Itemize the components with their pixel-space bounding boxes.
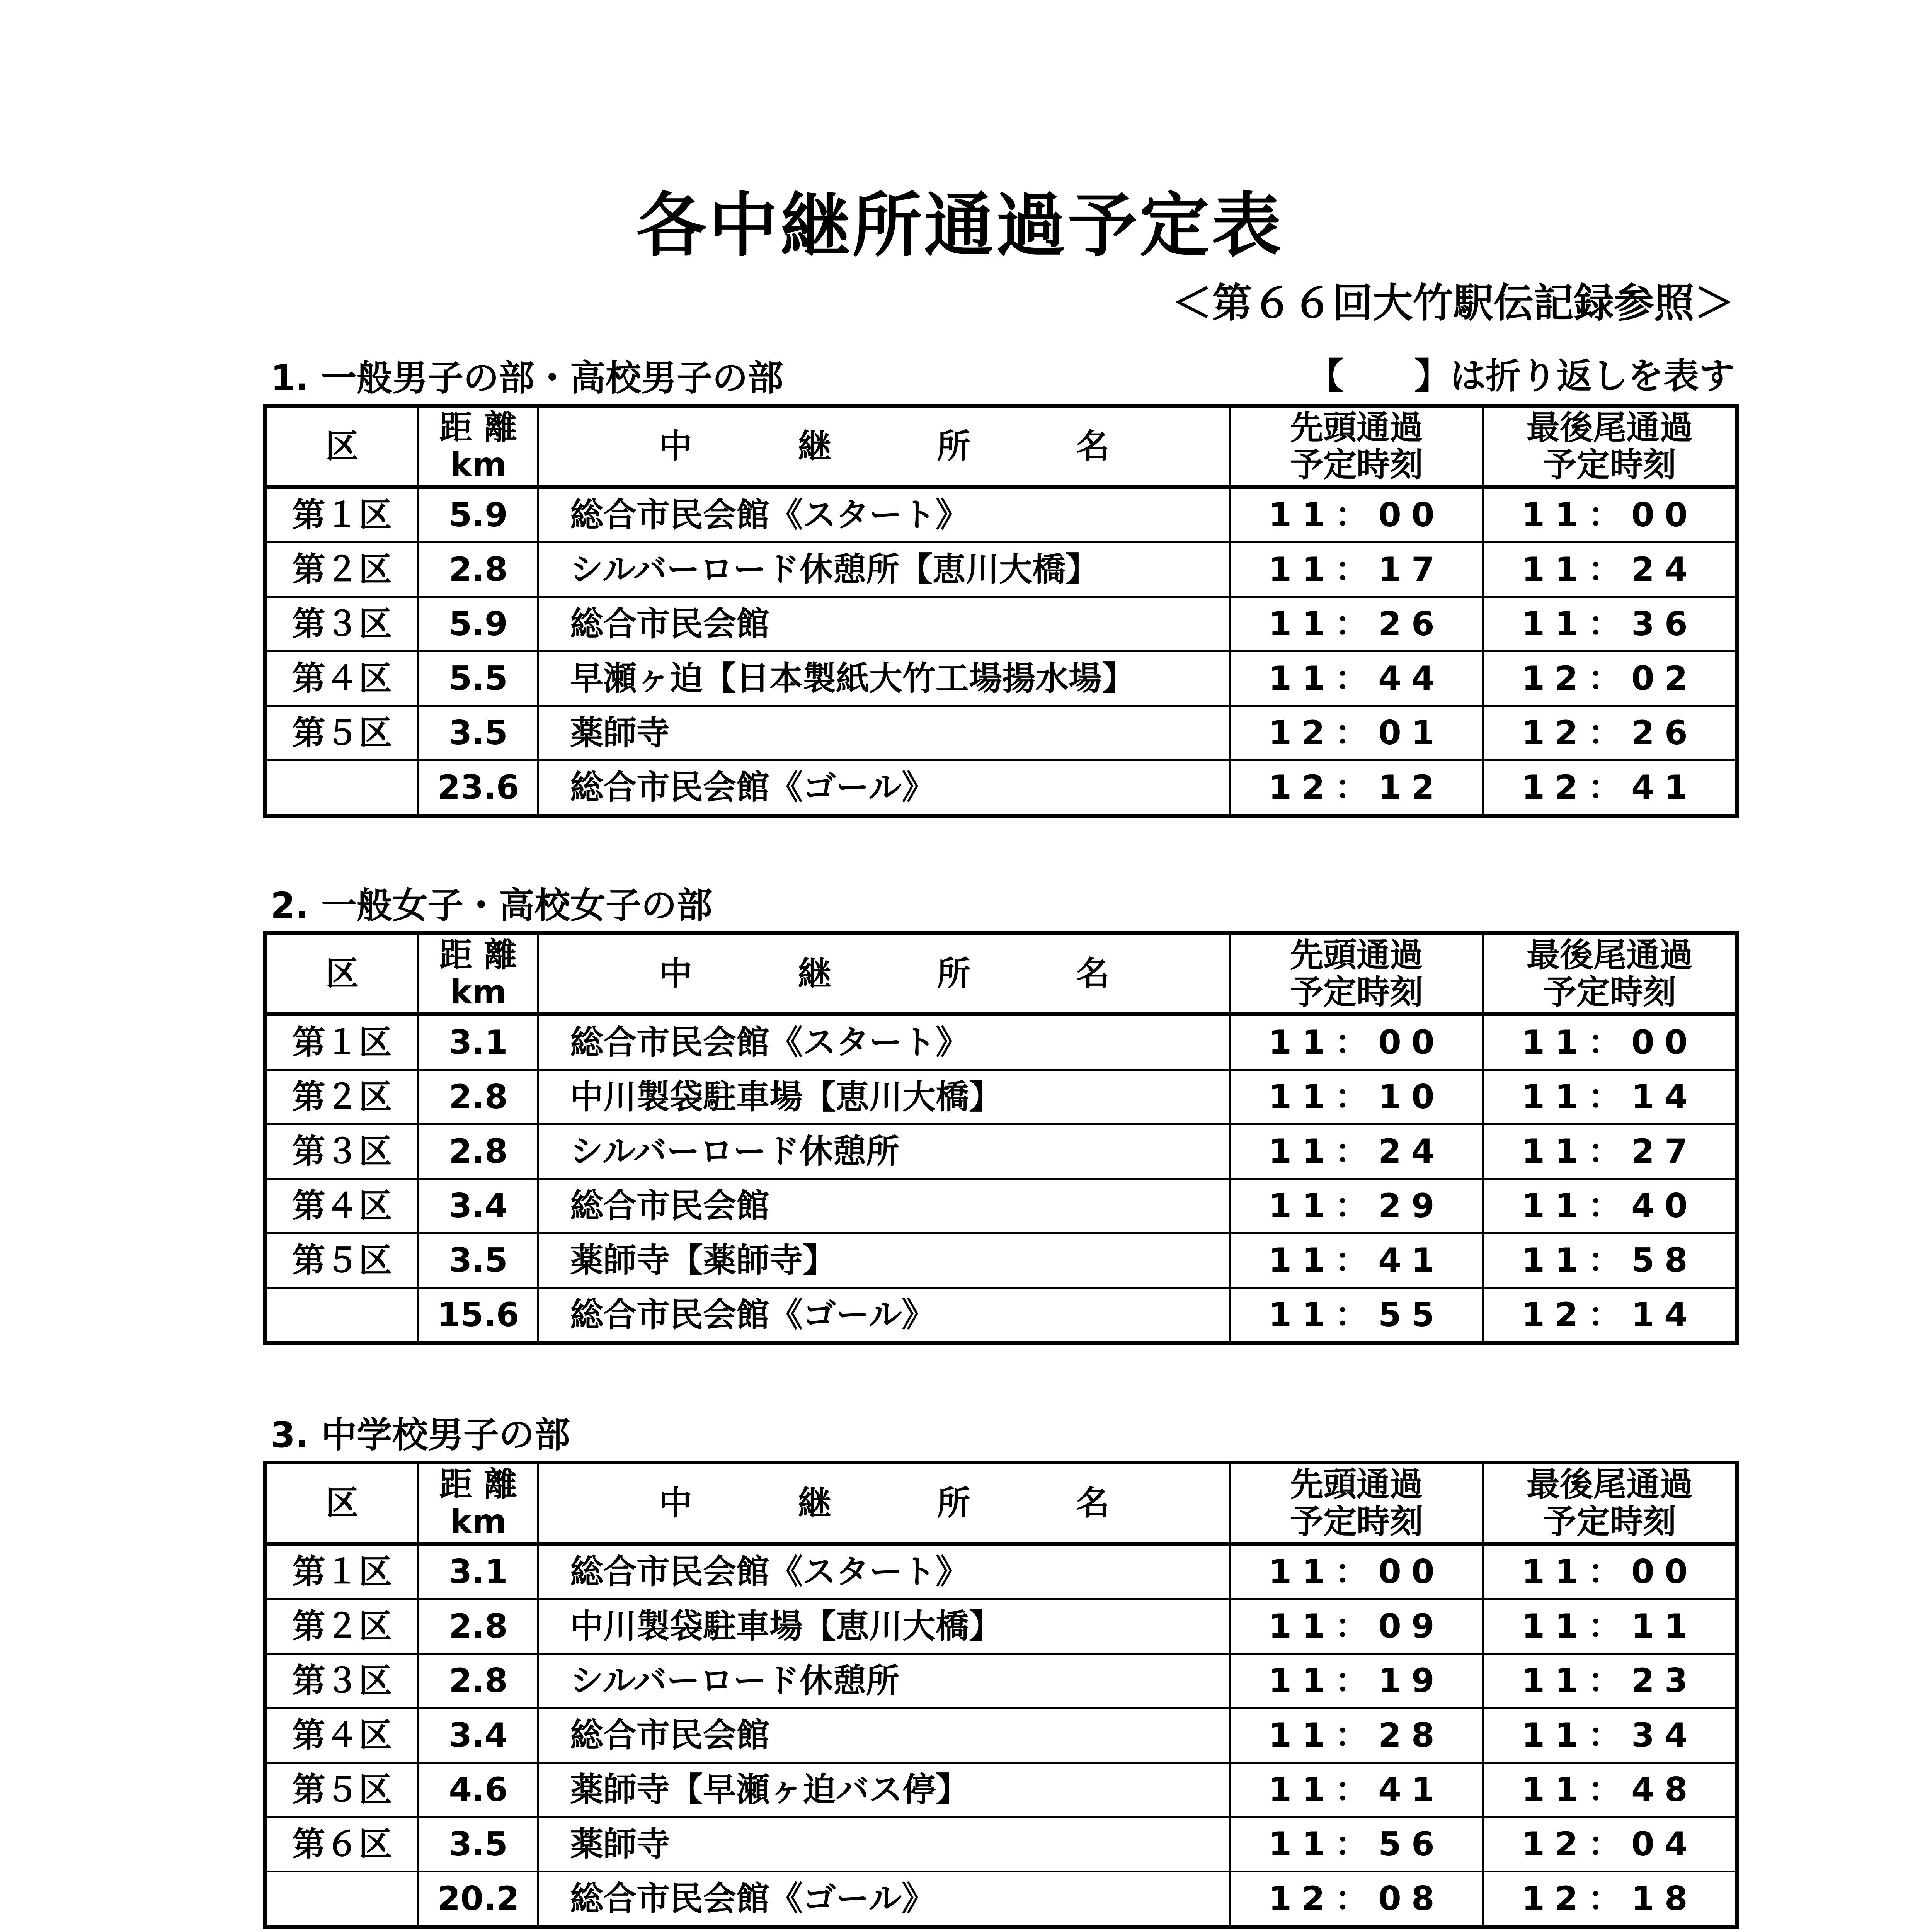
cell-lead: 12：01 xyxy=(1230,706,1483,760)
cell-lead: 11：10 xyxy=(1230,1070,1483,1124)
table-row xyxy=(265,1233,1737,1288)
cell-last: 11：40 xyxy=(1483,1179,1738,1233)
cell-km: 5.9 xyxy=(419,597,538,651)
cell-lead: 11：00 xyxy=(1230,1014,1483,1070)
table-row xyxy=(265,1817,1737,1872)
cell-last: 12：04 xyxy=(1483,1817,1738,1872)
cell-km: 2.8 xyxy=(419,1070,538,1124)
cell-name: 総合市民会館《ゴール》 xyxy=(538,1288,1230,1344)
cell-lead: 11：44 xyxy=(1230,651,1483,706)
cell-lead: 11：09 xyxy=(1230,1599,1483,1654)
cell-km: 3.1 xyxy=(419,1544,538,1599)
table-row xyxy=(265,1014,1737,1070)
cell-ku: 第１区 xyxy=(265,1544,419,1599)
cell-lead: 11：24 xyxy=(1230,1124,1483,1179)
cell-last: 12：18 xyxy=(1483,1872,1738,1927)
cell-lead: 12：08 xyxy=(1230,1872,1483,1927)
cell-name: シルバーロード休憩所 xyxy=(538,1654,1230,1708)
table-row xyxy=(265,543,1737,597)
table-row xyxy=(265,1708,1737,1763)
header-lead-time: 先頭通過 予定時刻 xyxy=(1230,933,1483,1014)
cell-km: 3.4 xyxy=(419,1179,538,1233)
table-row xyxy=(265,1070,1737,1124)
cell-ku: 第３区 xyxy=(265,1124,419,1179)
header-distance: 距 離 km xyxy=(419,406,538,487)
cell-ku: 第２区 xyxy=(265,1070,419,1124)
cell-lead: 11：19 xyxy=(1230,1654,1483,1708)
cell-last: 12：02 xyxy=(1483,651,1738,706)
cell-last: 11：36 xyxy=(1483,597,1738,651)
cell-name: 中川製袋駐車場【恵川大橋】 xyxy=(538,1070,1230,1124)
table-row-total xyxy=(265,1288,1737,1344)
cell-last: 12：26 xyxy=(1483,706,1738,760)
header-lead-time: 先頭通過 予定時刻 xyxy=(1230,1463,1483,1544)
cell-km: 5.5 xyxy=(419,651,538,706)
header-relay-name: 中 継 所 名 xyxy=(538,406,1230,487)
table-row xyxy=(265,1124,1737,1179)
cell-km: 5.9 xyxy=(419,487,538,543)
table-header-row xyxy=(265,406,1737,487)
cell-name: シルバーロード休憩所【恵川大橋】 xyxy=(538,543,1230,597)
table-row xyxy=(265,1544,1737,1599)
turnaround-note: 【 】は折り返しを表す xyxy=(1307,355,1734,397)
cell-lead: 11：41 xyxy=(1230,1233,1483,1288)
cell-lead: 12：12 xyxy=(1230,760,1483,816)
header-last-time: 最後尾通過 予定時刻 xyxy=(1483,933,1738,1014)
cell-name: 総合市民会館《スタート》 xyxy=(538,1544,1230,1599)
cell-last: 11：34 xyxy=(1483,1708,1738,1763)
cell-ku: 第１区 xyxy=(265,487,419,543)
section-heading: 1. 一般男子の部・高校男子の部 xyxy=(271,357,783,399)
cell-name: 総合市民会館《ゴール》 xyxy=(538,1872,1230,1927)
reference-note: ＜第６６回大竹駅伝記録参照＞ xyxy=(1171,279,1734,327)
table-row xyxy=(265,1763,1737,1817)
header-last-time: 最後尾通過 予定時刻 xyxy=(1483,1463,1738,1544)
cell-name: シルバーロード休憩所 xyxy=(538,1124,1230,1179)
header-ku: 区 xyxy=(265,933,419,1014)
cell-km: 2.8 xyxy=(419,1124,538,1179)
cell-lead: 11：00 xyxy=(1230,487,1483,543)
header-ku: 区 xyxy=(265,1463,419,1544)
cell-lead: 11：26 xyxy=(1230,597,1483,651)
header-distance: 距 離 km xyxy=(419,933,538,1014)
cell-lead: 11：55 xyxy=(1230,1288,1483,1344)
table-row xyxy=(265,651,1737,706)
table-row xyxy=(265,706,1737,760)
cell-name: 総合市民会館 xyxy=(538,597,1230,651)
table-row xyxy=(265,1179,1737,1233)
header-last-time: 最後尾通過 予定時刻 xyxy=(1483,406,1738,487)
cell-ku: 第６区 xyxy=(265,1817,419,1872)
cell-km: 3.5 xyxy=(419,706,538,760)
cell-ku: 第２区 xyxy=(265,543,419,597)
cell-lead: 11：56 xyxy=(1230,1817,1483,1872)
cell-km: 15.6 xyxy=(419,1288,538,1344)
cell-name: 薬師寺 xyxy=(538,1817,1230,1872)
cell-ku xyxy=(265,760,419,816)
cell-ku: 第４区 xyxy=(265,1708,419,1763)
table-row xyxy=(265,1654,1737,1708)
cell-name: 早瀬ヶ迫【日本製紙大竹工場揚水場】 xyxy=(538,651,1230,706)
cell-name: 総合市民会館 xyxy=(538,1708,1230,1763)
cell-km: 3.1 xyxy=(419,1014,538,1070)
header-relay-name: 中 継 所 名 xyxy=(538,933,1230,1014)
cell-name: 中川製袋駐車場【恵川大橋】 xyxy=(538,1599,1230,1654)
cell-name: 総合市民会館《スタート》 xyxy=(538,1014,1230,1070)
cell-last: 11：23 xyxy=(1483,1654,1738,1708)
cell-last: 11：11 xyxy=(1483,1599,1738,1654)
cell-km: 23.6 xyxy=(419,760,538,816)
cell-name: 薬師寺【早瀬ヶ迫バス停】 xyxy=(538,1763,1230,1817)
header-distance: 距 離 km xyxy=(419,1463,538,1544)
cell-km: 3.5 xyxy=(419,1817,538,1872)
cell-ku xyxy=(265,1288,419,1344)
header-relay-name: 中 継 所 名 xyxy=(538,1463,1230,1544)
section-heading: 3. 中学校男子の部 xyxy=(271,1414,570,1456)
cell-km: 2.8 xyxy=(419,543,538,597)
cell-name: 薬師寺 xyxy=(538,706,1230,760)
cell-ku: 第２区 xyxy=(265,1599,419,1654)
cell-km: 2.8 xyxy=(419,1599,538,1654)
cell-ku: 第５区 xyxy=(265,1233,419,1288)
cell-name: 総合市民会館《ゴール》 xyxy=(538,760,1230,816)
table-row-total xyxy=(265,760,1737,816)
cell-lead: 11：41 xyxy=(1230,1763,1483,1817)
cell-last: 11：58 xyxy=(1483,1233,1738,1288)
cell-km: 3.5 xyxy=(419,1233,538,1288)
relay-table xyxy=(263,1461,1739,1929)
cell-last: 11：24 xyxy=(1483,543,1738,597)
cell-lead: 11：29 xyxy=(1230,1179,1483,1233)
cell-last: 11：14 xyxy=(1483,1070,1738,1124)
section-heading: 2. 一般女子・高校女子の部 xyxy=(271,885,712,926)
table-header-row xyxy=(265,1463,1737,1544)
cell-lead: 11：28 xyxy=(1230,1708,1483,1763)
cell-lead: 11：00 xyxy=(1230,1544,1483,1599)
cell-last: 12：41 xyxy=(1483,760,1738,816)
table-row xyxy=(265,487,1737,543)
cell-ku: 第４区 xyxy=(265,1179,419,1233)
page-title: 各中継所通過予定表 xyxy=(636,185,1283,266)
cell-km: 4.6 xyxy=(419,1763,538,1817)
cell-ku: 第３区 xyxy=(265,597,419,651)
cell-last: 12：14 xyxy=(1483,1288,1738,1344)
cell-km: 20.2 xyxy=(419,1872,538,1927)
table-row-total xyxy=(265,1872,1737,1927)
cell-ku: 第５区 xyxy=(265,706,419,760)
cell-last: 11：00 xyxy=(1483,1014,1738,1070)
table-row xyxy=(265,1599,1737,1654)
relay-table xyxy=(263,931,1739,1345)
cell-ku xyxy=(265,1872,419,1927)
cell-last: 11：27 xyxy=(1483,1124,1738,1179)
cell-last: 11：00 xyxy=(1483,1544,1738,1599)
cell-name: 薬師寺【薬師寺】 xyxy=(538,1233,1230,1288)
cell-ku: 第１区 xyxy=(265,1014,419,1070)
cell-lead: 11：17 xyxy=(1230,543,1483,597)
cell-ku: 第５区 xyxy=(265,1763,419,1817)
cell-name: 総合市民会館《スタート》 xyxy=(538,487,1230,543)
cell-last: 11：00 xyxy=(1483,487,1738,543)
table-row xyxy=(265,597,1737,651)
cell-name: 総合市民会館 xyxy=(538,1179,1230,1233)
cell-ku: 第３区 xyxy=(265,1654,419,1708)
header-lead-time: 先頭通過 予定時刻 xyxy=(1230,406,1483,487)
header-ku: 区 xyxy=(265,406,419,487)
cell-last: 11：48 xyxy=(1483,1763,1738,1817)
relay-table xyxy=(263,404,1739,818)
table-header-row xyxy=(265,933,1737,1014)
cell-km: 2.8 xyxy=(419,1654,538,1708)
cell-km: 3.4 xyxy=(419,1708,538,1763)
cell-ku: 第４区 xyxy=(265,651,419,706)
